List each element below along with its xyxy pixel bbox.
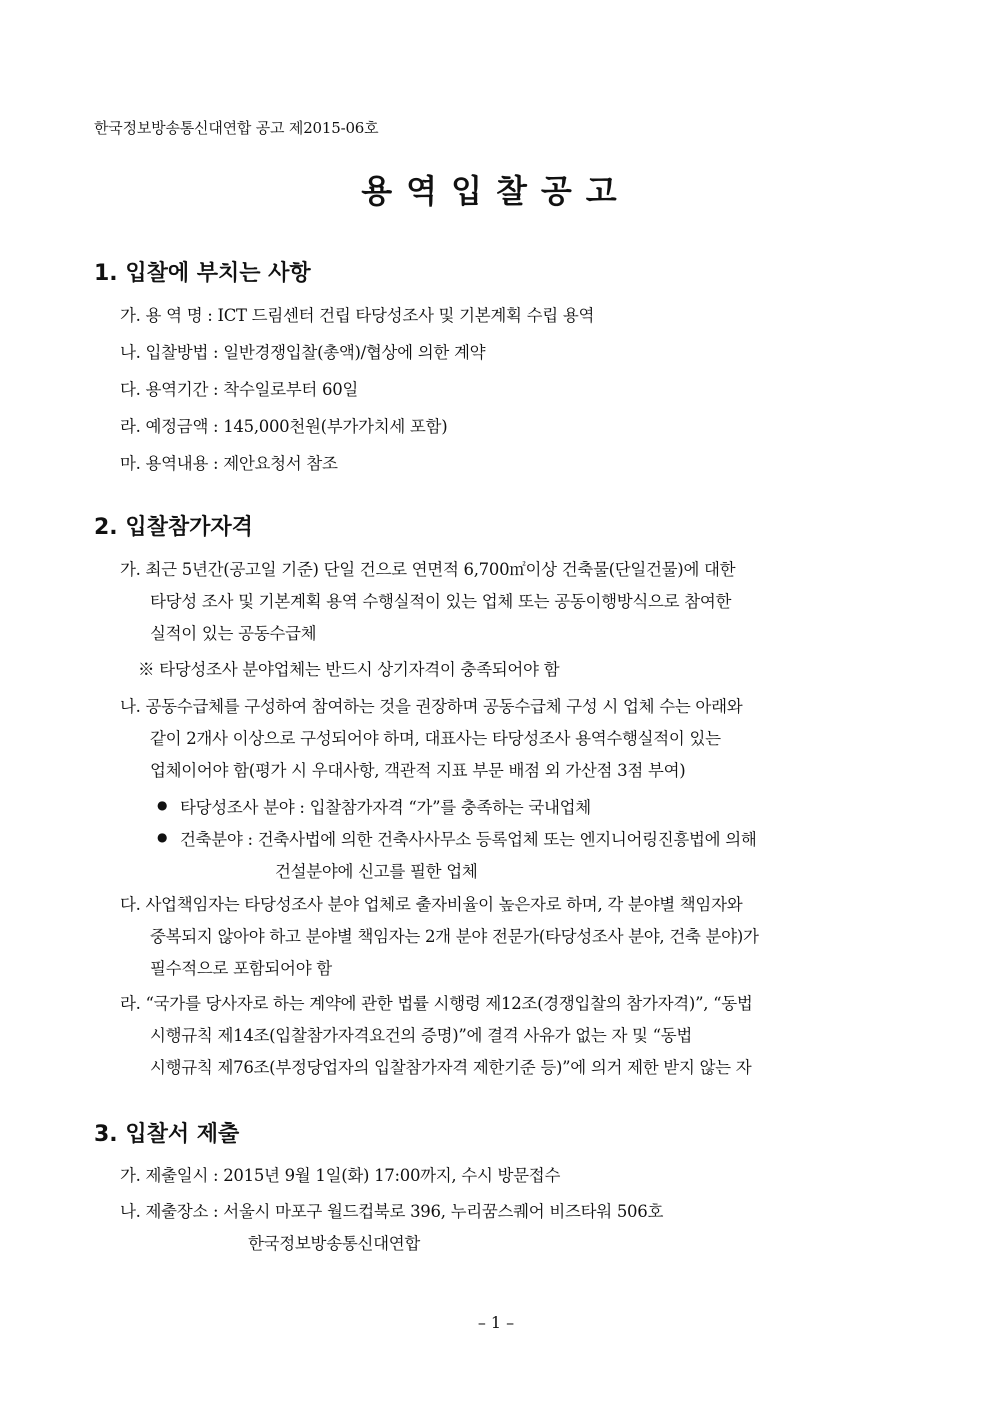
qualification-da-line: 다. 사업책임자는 타당성조사 분야 업체로 출자비율이 높은자로 하며, 각 분야별 책임자와: [120, 895, 743, 914]
submission-item: 가. 제출일시 : 2015년 9월 1일(화) 17:00까지, 수시 방문접수: [120, 1166, 561, 1185]
qualification-ga-line: 가. 최근 5년간(공고일 기준) 단일 건으로 연면적 6,700㎡이상 건축물(단일건물)에 대한: [120, 560, 736, 579]
bullet-icon: ●: [157, 830, 168, 844]
qualification-na-line: 같이 2개사 이상으로 구성되어야 하며, 대표사는 타당성조사 용역수행실적이 있는: [150, 729, 721, 748]
section-1-title: 1. 입찰에 부치는 사항: [94, 261, 311, 286]
bullet-icon: ●: [157, 798, 168, 812]
section-3-title: 3. 입찰서 제출: [94, 1122, 240, 1147]
section-2-title: 2. 입찰참가자격: [94, 515, 253, 540]
section-1-item: 가. 용 역 명 : ICT 드림센터 건립 타당성조사 및 기본계획 수립 용역: [120, 306, 595, 325]
section-1-item: 라. 예정금액 : 145,000천원(부가가치세 포함): [120, 417, 448, 436]
page-number: – 1 –: [477, 1313, 515, 1332]
qualification-ra-line: 시행규칙 제14조(입찰참가자격요건의 증명)”에 결격 사유가 없는 자 및 “동법: [150, 1026, 693, 1045]
bullet-item: 타당성조사 분야 : 입찰참가자격 “가”를 충족하는 국내업체: [180, 798, 591, 817]
page-title: 용역입찰공고: [361, 172, 631, 210]
qualification-na-line: 업체이어야 함(평가 시 우대사항, 객관적 지표 부문 배점 외 가산점 3점 부여): [150, 761, 686, 780]
section-1-item: 나. 입찰방법 : 일반경쟁입찰(총액)/협상에 의한 계약: [120, 343, 486, 362]
qualification-note: ※ 타당성조사 분야업체는 반드시 상기자격이 충족되어야 함: [138, 660, 560, 679]
qualification-na-line: 나. 공동수급체를 구성하여 참여하는 것을 권장하며 공동수급체 구성 시 업체 수는 아래와: [120, 697, 743, 716]
bullet-item: 건축분야 : 건축사법에 의한 건축사사무소 등록업체 또는 엔지니어링진흥법에 의해: [180, 830, 757, 849]
bullet-item-continuation: 건설분야에 신고를 필한 업체: [275, 862, 478, 881]
qualification-da-line: 중복되지 않아야 하고 분야별 책임자는 2개 분야 전문가(타당성조사 분야, 건축 분야)가: [150, 927, 759, 946]
section-1-item: 다. 용역기간 : 착수일로부터 60일: [120, 380, 359, 399]
qualification-ga-line: 타당성 조사 및 기본계획 용역 수행실적이 있는 업체 또는 공동이행방식으로 참여한: [150, 592, 732, 611]
qualification-ra-line: 라. “국가를 당사자로 하는 계약에 관한 법률 시행령 제12조(경쟁입찰의 참가자격)”, “동법: [120, 994, 753, 1013]
submission-place-continuation: 한국정보방송통신대연합: [248, 1234, 421, 1253]
document-number: 한국정보방송통신대연합 공고 제2015-06호: [94, 119, 379, 137]
qualification-da-line: 필수적으로 포함되어야 함: [150, 959, 332, 978]
section-1-item: 마. 용역내용 : 제안요청서 참조: [120, 454, 338, 473]
qualification-ra-line: 시행규칙 제76조(부정당업자의 입찰참가자격 제한기준 등)”에 의거 제한 받지 않는 자: [150, 1058, 752, 1077]
qualification-ga-line: 실적이 있는 공동수급체: [150, 624, 317, 643]
submission-item: 나. 제출장소 : 서울시 마포구 월드컵북로 396, 누리꿈스퀘어 비즈타워 506호: [120, 1202, 664, 1221]
